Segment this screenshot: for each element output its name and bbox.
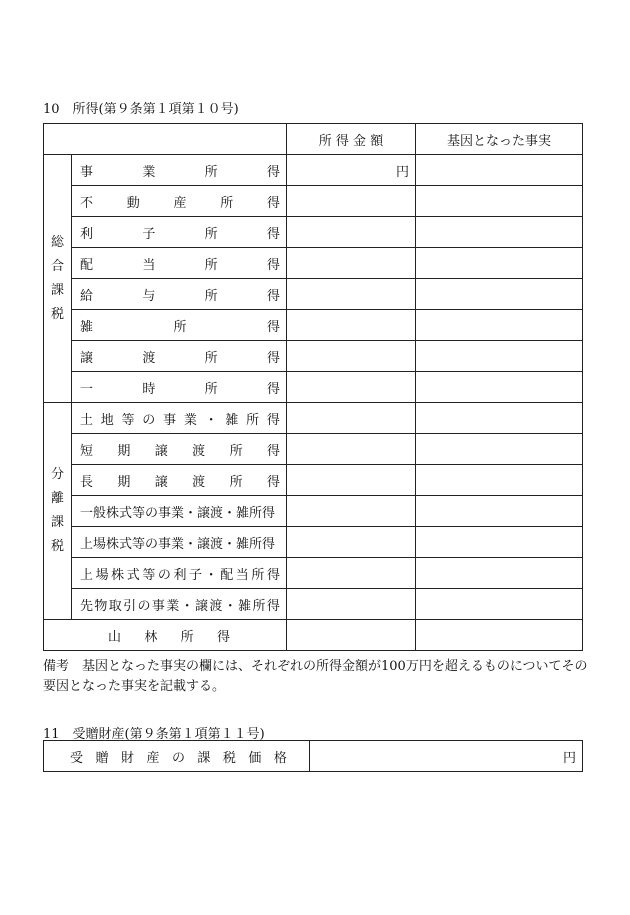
income-row [44,465,583,496]
income-amount-cell[interactable] [287,434,416,465]
income-type-char: 渡 [209,598,223,614]
income-amount-cell[interactable] [287,248,416,279]
income-type-char: 等 [121,412,135,428]
income-row [44,527,583,558]
forest-income-char: 山 [108,629,122,645]
separate-taxation-label-char: 分 [50,467,64,482]
income-type-label [72,254,286,273]
income-type-char: 業 [183,412,197,428]
income-row [44,217,583,248]
separate-taxation-label-char: 税 [50,539,64,554]
income-type-char: 給 [80,288,94,304]
income-amount-cell[interactable] [287,341,416,372]
income-type-char: 譲 [154,474,168,490]
reason-cell[interactable] [416,217,583,248]
income-amount-cell[interactable] [287,589,416,620]
forest-reason-cell[interactable] [416,620,583,651]
income-type-cell [72,186,287,217]
forest-income-char: 得 [216,629,230,645]
income-type-char: 所 [252,598,266,614]
income-type-char: 取 [108,598,122,614]
income-type-char: 場 [95,567,109,583]
income-type-char: 子 [189,567,203,583]
income-type-char: 動 [126,195,140,211]
income-type-char: 所 [229,443,243,459]
income-type-char: 所 [204,164,218,180]
income-type-cell [72,465,287,496]
income-type-label [72,316,286,335]
income-type-char: 得 [266,195,280,211]
gift-label-char: 価 [248,750,262,766]
income-type-label [72,502,286,521]
comprehensive-taxation-label [44,155,72,403]
forest-income-cell [44,620,287,651]
income-type-char: 一般株式等の事業・譲渡・雑所得 [80,505,276,521]
income-type-char: 短 [80,443,94,459]
income-type-char: 利 [173,567,187,583]
income-row [44,558,583,589]
income-type-char: 上場株式等の事業・譲渡・雑所得 [80,536,276,552]
income-table [43,123,583,651]
amount-header: 所 得 金 額 [287,124,416,155]
income-type-char: 子 [142,226,156,242]
forest-amount-cell[interactable] [287,620,416,651]
gift-label-char: 課 [197,750,211,766]
income-type-char: の [157,567,171,583]
gift-label-char: 贈 [95,750,109,766]
income-type-char: 事 [80,164,94,180]
reason-cell[interactable] [416,496,583,527]
income-type-char: 得 [266,412,280,428]
income-type-cell [72,589,287,620]
income-type-label [72,161,286,180]
gift-row [44,741,583,772]
separate-taxation-label-char: 離 [50,491,64,506]
gift-label-cell [44,741,310,772]
income-type-char: 渡 [192,443,206,459]
income-row [44,186,583,217]
reason-cell[interactable] [416,558,583,589]
income-type-char: 所 [229,474,243,490]
income-type-label [72,533,286,552]
income-row [44,403,583,434]
comprehensive-taxation-label-char: 税 [50,306,64,322]
income-type-cell [72,527,287,558]
income-type-char: 事 [151,598,165,614]
reason-header: 基因となった事実 [416,124,583,155]
income-type-char: 当 [235,567,249,583]
comprehensive-taxation-label-char: 総 [50,234,64,250]
income-row [44,496,583,527]
income-type-char: 期 [117,474,131,490]
income-type-char: 時 [142,381,156,397]
income-type-label [72,192,286,211]
income-amount-cell[interactable] [287,465,416,496]
income-type-char: 事 [163,412,177,428]
income-type-char: 所 [204,350,218,366]
income-type-char: 等 [142,567,156,583]
income-type-char: 雑 [225,412,239,428]
income-type-label [72,223,286,242]
header-blank-cell [44,124,287,155]
income-type-label [72,595,286,614]
income-type-char: 与 [142,288,156,304]
income-type-char: 業 [166,598,180,614]
comprehensive-taxation-label-char: 課 [50,282,64,298]
income-type-char: ・ [180,598,194,614]
income-type-char: 配 [80,257,94,273]
income-type-char: 得 [266,164,280,180]
income-type-char: 業 [142,164,156,180]
gift-label [44,747,309,766]
income-type-char: 譲 [80,350,94,366]
income-type-cell [72,310,287,341]
income-type-char: 譲 [195,598,209,614]
income-amount-cell[interactable] [287,310,416,341]
income-type-char: 所 [220,195,234,211]
income-type-label [72,440,286,459]
income-type-char: 所 [173,319,187,335]
income-type-char: 得 [266,381,280,397]
income-type-char: 配 [220,567,234,583]
income-amount-cell[interactable] [287,217,416,248]
forest-income-row [44,620,583,651]
comprehensive-taxation-label-char: 合 [50,258,64,274]
gift-label-char: 税 [222,750,236,766]
income-type-char: 不 [80,195,94,211]
separate-taxation-label-char: 課 [50,515,64,530]
income-type-char: 地 [100,412,114,428]
reason-cell[interactable] [416,527,583,558]
income-type-char: ・ [223,598,237,614]
income-type-char: 土 [80,412,94,428]
income-type-char: 引 [123,598,137,614]
income-amount-cell[interactable] [287,186,416,217]
income-type-char: 渡 [142,350,156,366]
income-type-label [72,409,286,428]
gift-label-char: の [171,750,185,766]
remarks-note: 備考 基因となった事実の欄には、それぞれの所得金額が100万円を超えるものについてその要因となった事実を記載する。 [43,659,588,694]
income-type-char: 上 [80,567,94,583]
reason-cell[interactable] [416,186,583,217]
gift-amount-cell[interactable]: 円 [310,741,583,772]
section-11-title: 11 受贈財産(第９条第１項第１１号) [43,727,265,742]
income-type-char: 得 [266,257,280,273]
income-row [44,589,583,620]
income-type-cell [72,248,287,279]
income-type-char: 所 [204,226,218,242]
income-type-char: ・ [204,567,218,583]
income-amount-cell[interactable] [287,403,416,434]
income-type-cell [72,155,287,186]
income-type-cell [72,372,287,403]
reason-cell[interactable] [416,310,583,341]
income-type-char: 得 [266,319,280,335]
forest-income-label [44,626,286,645]
income-type-cell [72,558,287,589]
gift-label-char: 財 [120,750,134,766]
income-type-cell [72,434,287,465]
income-amount-cell[interactable]: 円 [287,155,416,186]
income-type-char: 利 [80,226,94,242]
header-row [44,124,583,155]
income-type-label [72,471,286,490]
income-type-char: 株 [111,567,125,583]
income-type-char: の [137,598,151,614]
gift-property-table [43,740,583,772]
income-type-char: 渡 [192,474,206,490]
income-type-char: 得 [266,474,280,490]
income-type-label [72,564,286,583]
forest-income-char: 所 [180,629,194,645]
income-type-char: 一 [80,381,94,397]
income-amount-cell[interactable] [287,279,416,310]
income-row [44,310,583,341]
income-type-cell [72,341,287,372]
income-amount-cell[interactable] [287,558,416,589]
reason-cell[interactable] [416,589,583,620]
income-type-char: 先 [80,598,94,614]
income-type-char: ・ [204,412,218,428]
reason-cell[interactable] [416,372,583,403]
gift-label-char: 産 [146,750,160,766]
income-type-cell [72,403,287,434]
income-type-char: 得 [266,598,280,614]
income-amount-cell[interactable] [287,527,416,558]
income-type-char: 物 [94,598,108,614]
income-type-char: 長 [80,474,94,490]
gift-label-char: 格 [273,750,287,766]
reason-cell[interactable] [416,403,583,434]
income-type-cell [72,279,287,310]
income-type-cell [72,496,287,527]
income-type-char: 得 [266,567,280,583]
income-type-char: 式 [126,567,140,583]
forest-income-char: 林 [144,629,158,645]
income-type-char: の [142,412,156,428]
income-type-label [72,285,286,304]
income-type-char: 所 [246,412,260,428]
income-type-char: 所 [251,567,265,583]
income-type-char: 所 [204,288,218,304]
income-type-char: 所 [204,257,218,273]
income-type-char: 産 [173,195,187,211]
income-type-label [72,347,286,366]
reason-cell[interactable] [416,155,583,186]
income-type-char: 得 [266,443,280,459]
income-type-char: 得 [266,226,280,242]
income-type-char: 雑 [80,319,94,335]
income-type-char: 当 [142,257,156,273]
income-type-cell [72,217,287,248]
reason-cell[interactable] [416,341,583,372]
income-type-char: 雑 [238,598,252,614]
income-type-char: 譲 [154,443,168,459]
income-type-char: 所 [204,381,218,397]
reason-cell[interactable] [416,279,583,310]
income-type-char: 得 [266,288,280,304]
income-row [44,155,583,186]
income-row [44,279,583,310]
income-type-label [72,378,286,397]
reason-cell[interactable] [416,248,583,279]
income-type-char: 期 [117,443,131,459]
separate-taxation-label [44,403,72,620]
income-row [44,372,583,403]
section-10-title: 10 所得(第９条第１項第１０号) [43,102,239,117]
reason-cell[interactable] [416,465,583,496]
income-row [44,248,583,279]
income-type-char: 得 [266,350,280,366]
gift-label-char: 受 [70,750,84,766]
income-row [44,434,583,465]
income-amount-cell[interactable] [287,372,416,403]
income-row [44,341,583,372]
reason-cell[interactable] [416,434,583,465]
income-amount-cell[interactable] [287,496,416,527]
